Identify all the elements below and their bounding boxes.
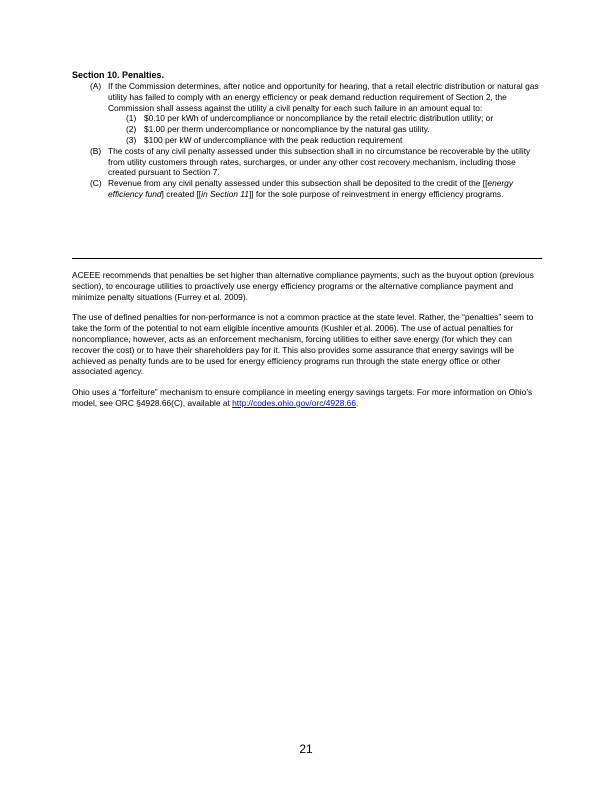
section-item-b (90, 146, 542, 178)
page-number: 21 (299, 742, 313, 756)
section-item-a (90, 81, 542, 113)
commentary-paragraph-3 (72, 387, 542, 409)
orc-link[interactable]: http://codes.ohio.gov/orc/4928.66 (232, 397, 356, 408)
item-text (108, 178, 542, 200)
item-text-post: ]] for the sole purpose of reinvestment in energy efficiency programs. (248, 188, 504, 199)
paragraph-3-end: . (356, 397, 359, 408)
section-title: Section 10. Penalties. (72, 70, 165, 80)
subitem-1 (126, 113, 542, 124)
item-marker: (B) (90, 145, 102, 156)
paragraph-3-text: Ohio uses a “forfeiture” mechanism to ensure compliance in meeting energy savings targets. For more information on Ohio’s model, see ORC §4928.66(C), available at (72, 387, 533, 408)
commentary-paragraph-2: The use of defined penalties for non-performance is not a common practice at the state level. Rather, the “penalties” seem to take the form of the potential to not earn eligible incentive amounts (Kushler et al. 2006). The use of actual penalties for noncompliance, however, acts as an enforcement mechanism, forcing utilities to either save energy (for which they can recover the cost) or to have their shareholders pay for it. This also provides some assurance that energy savings will be achieved as penalty funds are to be used for energy efficiency programs run through the state energy office or other associated agency. (72, 312, 534, 377)
item-text: If the Commission determines, after notice and opportunity for hearing, that a retail electric distribution or natural gas utility has failed to comply with an energy efficiency or peak demand reduction requirement of Section 2, the Commission shall assess against the utility a civil penalty for each such failure in an amount equal to: (108, 81, 539, 113)
section-item-c (90, 178, 542, 200)
commentary (72, 270, 542, 419)
subitem-marker: (2) (126, 124, 137, 135)
subitem-marker: (3) (126, 134, 137, 145)
subitem-marker: (1) (126, 113, 137, 124)
item-text: The costs of any civil penalty assessed under this subsection shall in no circumstance be recoverable by the utility from utility customers through rates, surcharges, or under any other cost recovery mechanism, including those created pursuant to Section 7. (108, 145, 531, 178)
commentary-paragraph-1: ACEEE recommends that penalties be set higher than alternative compliance payments, such as the buyout option (previous section), to encourage utilities to proactively use energy efficiency programs or the alternative compliance payment and minimize penalty situations (Furrey et al. 2009). (72, 270, 534, 302)
item-marker: (C) (90, 178, 102, 189)
subitem-text: $0.10 per kWh of undercompliance or noncompliance by the retail electric distribution utility; or (144, 113, 494, 124)
horizontal-divider (72, 258, 542, 259)
subitem-text: $1.00 per therm undercompliance or noncompliance by the natural gas utility. (144, 124, 430, 135)
subitem-3 (126, 135, 542, 146)
section-reference: in Section 11 (201, 188, 249, 199)
fund-name: energy efficiency fund (108, 178, 514, 199)
subitem-text: $100 per kW of undercompliance with the peak reduction requirement (144, 134, 403, 145)
subitem-2 (126, 124, 542, 135)
item-text-mid: ] created [[ (161, 188, 202, 199)
item-marker: (A) (90, 81, 102, 91)
item-text-pre: Revenue from any civil penalty assessed under this subsection shall be deposited to the credit of the [[ (108, 178, 488, 189)
legislation-section (72, 70, 542, 200)
